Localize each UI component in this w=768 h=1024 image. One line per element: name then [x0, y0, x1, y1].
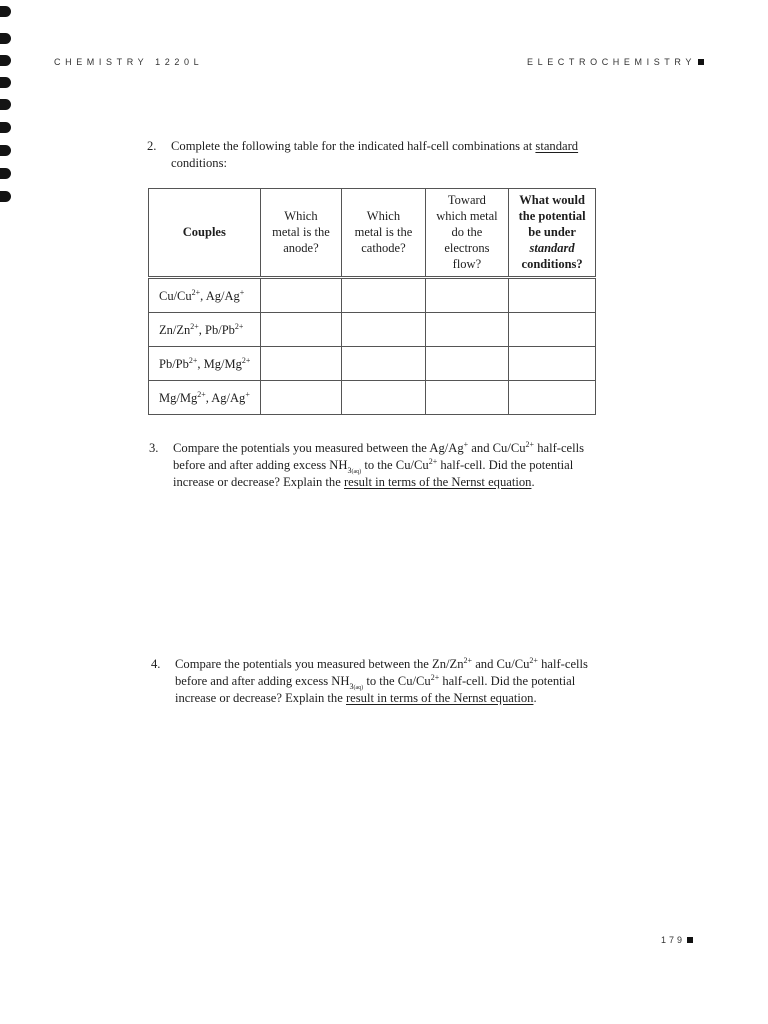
binding-hole — [0, 55, 11, 66]
table-row — [149, 347, 596, 381]
table-row — [149, 313, 596, 347]
header-cathode: Which metal is the cathode? — [342, 189, 425, 278]
chapter-title: ELECTROCHEMISTRY — [527, 57, 696, 67]
binding-hole — [0, 168, 11, 179]
question-2-line-1: Complete the following table for the indicated half-cell combinations at standard — [171, 139, 579, 153]
cathode-answer-cell[interactable] — [342, 313, 425, 347]
couple-cell: $Zn/Zn^{2+}$, $Pb/Pb^{2+}$ — [149, 313, 261, 347]
question-4-line-1: Compare the potentials you measured between the $Zn/Zn^{2+}$ and $Cu/Cu^{2+}$ half-cells — [175, 656, 588, 671]
underlined-standard: standard — [535, 139, 579, 153]
question-number: 2. — [147, 139, 157, 153]
header-couples: Couples — [149, 189, 261, 278]
question-2-line-2: conditions: — [171, 156, 227, 170]
binding-hole — [0, 99, 11, 110]
question-4 — [151, 656, 615, 707]
question-3-line-1: Compare the potentials you measured between the Ag/Ag+ and $Cu/Cu^{2+}$ half-cells — [173, 440, 585, 455]
question-number: 3. — [149, 441, 159, 455]
question-4-line-3: increase or decrease? Explain the result in terms of the Nernst equation. — [175, 691, 537, 705]
question-4-line-2: before and after adding excess $NH_{3(aq)}$ to the $Cu/Cu^{2+}$ half-cell. Did the potential — [175, 673, 576, 691]
binding-hole — [0, 33, 11, 44]
header-standard-potential: What would the potential be under standard conditions? — [509, 189, 596, 278]
question-3 — [149, 440, 613, 491]
cathode-answer-cell[interactable] — [342, 381, 425, 415]
potential-answer-cell[interactable] — [509, 278, 596, 313]
page-number-square-mark — [687, 937, 693, 943]
anode-answer-cell[interactable] — [260, 278, 342, 313]
question-3-line-2: before and after adding excess $NH_{3(aq)}$ to the $Cu/Cu^{2+}$ half-cell. Did the potential — [173, 457, 574, 475]
header-anode: Which metal is the anode? — [260, 189, 342, 278]
potential-answer-cell[interactable] — [509, 347, 596, 381]
electron-flow-answer-cell[interactable] — [425, 347, 509, 381]
table-row — [149, 278, 596, 313]
course-header: CHEMISTRY 1220L — [54, 57, 204, 67]
potential-answer-cell[interactable] — [509, 313, 596, 347]
electron-flow-answer-cell[interactable] — [425, 278, 509, 313]
header-square-mark — [698, 59, 704, 65]
couple-cell: $Pb/Pb^{2+}$, $Mg/Mg^{2+}$ — [149, 347, 261, 381]
anode-answer-cell[interactable] — [260, 347, 342, 381]
page-number: 179 — [661, 935, 693, 945]
underlined-nernst-phrase: result in terms of the Nernst equation — [343, 475, 532, 489]
table-header-row — [149, 189, 596, 278]
underlined-nernst-phrase: result in terms of the Nernst equation — [345, 691, 534, 705]
binding-hole — [0, 145, 11, 156]
binding-hole — [0, 6, 11, 17]
binding-hole — [0, 77, 11, 88]
chapter-header — [527, 57, 704, 67]
electron-flow-answer-cell[interactable] — [425, 381, 509, 415]
question-number: 4. — [151, 657, 161, 671]
table-row — [149, 381, 596, 415]
couple-cell: $Mg/Mg^{2+}$, Ag/Ag+ — [149, 381, 261, 415]
couple-cell: $Cu/Cu^{2+}$, Ag/Ag+ — [149, 278, 261, 313]
potential-answer-cell[interactable] — [509, 381, 596, 415]
anode-answer-cell[interactable] — [260, 381, 342, 415]
binding-hole — [0, 191, 11, 202]
binding-hole — [0, 122, 11, 133]
anode-answer-cell[interactable] — [260, 313, 342, 347]
cathode-answer-cell[interactable] — [342, 278, 425, 313]
question-2 — [147, 138, 611, 172]
binding-holes — [0, 0, 14, 230]
half-cell-table — [148, 188, 596, 415]
electron-flow-answer-cell[interactable] — [425, 313, 509, 347]
cathode-answer-cell[interactable] — [342, 347, 425, 381]
question-3-line-3: increase or decrease? Explain the result in terms of the Nernst equation. — [173, 475, 535, 489]
header-electron-flow: Toward which metal do the electrons flow? — [425, 189, 509, 278]
